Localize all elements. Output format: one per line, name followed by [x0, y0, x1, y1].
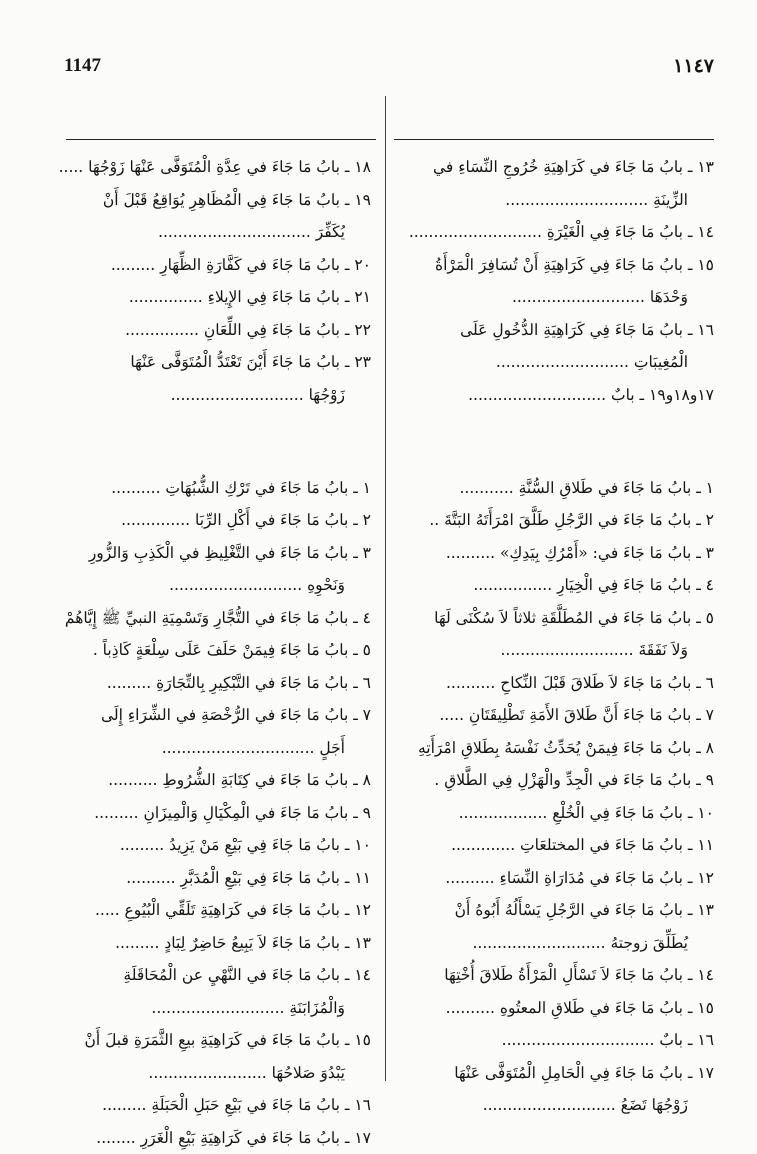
toc-entry: ١٠ ـ بابُ مَا جَاءَ فِي بَيْعِ مَنْ يَزِيدُ .........	[90, 829, 371, 862]
toc-entry-continuation: يُطَلِّقَ زوجتهُ ...........................	[420, 927, 714, 960]
toc-entry: ٢ ـ بابُ مَا جَاءَ في أَكْلِ الرِّبَا ..............	[90, 504, 371, 537]
toc-entry: ٣ ـ بابُ مَا جَاءَ في: «أَمْرُكِ بِيَدِكِ» ..........	[420, 537, 714, 570]
toc-column-left	[90, 151, 371, 1154]
toc-entry: ١٧ ـ بابُ مَا جَاءَ في كَرَاهِيَةِ بَيْعِ الْغَرَرِ ........	[90, 1122, 371, 1154]
toc-entry: ٢١ ـ بابُ مَا جَاءَ فِي الإِيلاءِ ...............	[90, 281, 371, 314]
toc-entry: ١٤ ـ بابُ مَا جَاءَ في النَّهْيِ عن الْمُحَاقَلَةِ	[90, 959, 371, 992]
toc-entry: ٨ ـ بابُ مَا جَاءَ في كِتَابَةِ الشُّرُوطِ ..........	[90, 764, 371, 797]
toc-entry: ١ ـ بابُ مَا جَاءَ في تَرْكِ الشُّبُهَاتِ ..........	[90, 472, 371, 505]
toc-entry: ١٢ ـ بابُ مَا جَاءَ في كَرَاهِيَةِ تَلَقِّي الْبُيُوعِ .....	[90, 894, 371, 927]
toc-entry-continuation: أَجَلٍ ...............................	[90, 732, 371, 765]
toc-entry-continuation: زَوْجُهَا ...........................	[90, 379, 371, 412]
toc-entry: ٢٢ ـ بابُ مَا جَاءَ فِي اللِّعَانِ ...............	[90, 314, 371, 347]
toc-entry: ٨ ـ بابُ مَا جَاءَ فِيمَنْ يُحَدِّثُ نَفْسَهُ بِطَلاقِ امْرَأَتِهِ	[420, 732, 714, 765]
toc-entry: ١١ ـ بابُ مَا جَاءَ في المختلعَاتِ .............	[420, 829, 714, 862]
toc-entry: ٦ ـ بابُ مَا جَاءَ في التَّبْكِيرِ بِالتِّجَارَةِ .........	[90, 667, 371, 700]
toc-entry: ١٦ ـ بابُ مَا جَاءَ فِي كَرَاهِيَةِ الدُّخُولِ عَلَى	[420, 314, 714, 347]
section-gap	[420, 411, 714, 444]
toc-entry-continuation: يَبْدُوَ صَلاحُهَا ........................	[90, 1057, 371, 1090]
toc-entry: ٧ ـ بابُ مَا جَاءَ في الرُّخْصَةِ في الشِّرَاءِ إِلَى	[90, 699, 371, 732]
toc-entry: ١٣ ـ بابُ مَا جَاءَ في الرَّجُلِ يَسْأَلُهُ أَبُوهُ أَنْ	[420, 894, 714, 927]
toc-entry: ٣ ـ بابُ مَا جَاءَ في التَّغْلِيظِ في الْكَذِبِ وَالزُّورِ	[90, 537, 371, 570]
section-gap	[90, 444, 371, 472]
toc-entry-continuation: زَوْجُهَا تَضَعُ ...........................	[420, 1089, 714, 1122]
toc-entry-continuation: وَنَحْوِهِ ...........................	[90, 569, 371, 602]
column-divider	[385, 96, 386, 1081]
page-number-arabic: ١١٤٧	[634, 55, 714, 77]
toc-entry: ١٧ ـ بابُ مَا جَاءَ فِي الْحَامِلِ الْمُتَوَفَّى عَنْهَا	[420, 1057, 714, 1090]
toc-entry: ٥ ـ بابُ مَا جَاءَ فِيمَنْ حَلَفَ عَلَى سِلْعَةٍ كَاذِباً .	[90, 634, 371, 667]
toc-entry: ٤ ـ بابُ مَا جَاءَ في التُّجَّارِ وَتَسْمِيَةِ النبيِّ ﷺ إِيَّاهُمْ	[90, 602, 371, 635]
column-header-rule-right	[394, 139, 714, 140]
toc-entry: ١٣ ـ بابُ مَا جَاءَ في كَرَاهِيَةِ خُرُوجِ النِّسَاءِ في	[420, 151, 714, 184]
toc-entry: ١ ـ بابُ مَا جَاءَ في طَلاقِ السُّنَّةِ ...........	[420, 472, 714, 505]
toc-entry-continuation: وَلاَ نَفَقَةَ ...........................	[420, 634, 714, 667]
toc-entry-continuation: وَالْمُزَابَنَةِ ...........................	[90, 992, 371, 1025]
toc-entry-continuation: يُكَفِّرَ ...............................	[90, 216, 371, 249]
section-gap	[90, 411, 371, 444]
toc-entry-continuation: الْمُغِيبَاتِ ...........................	[420, 346, 714, 379]
toc-entry: ١٦ ـ بابٌ ...............................	[420, 1024, 714, 1057]
toc-entry: ١٤ ـ بابُ مَا جَاءَ فِي الْغَيْرَةِ ...........................	[420, 216, 714, 249]
toc-entry-continuation: الزِّينَةِ .............................	[420, 184, 714, 217]
toc-entry: ١٥ ـ بابُ مَا جَاءَ في طَلاقِ المعتُوهِ ..........	[420, 992, 714, 1025]
toc-entry: ٤ ـ بابُ مَا جَاءَ فِي الْخِيَارِ ................	[420, 569, 714, 602]
toc-entry: ١٥ ـ بابُ مَا جَاءَ في كَرَاهِيَةِ بيعِ الثَّمَرَةِ قبلَ أَنْ	[90, 1024, 371, 1057]
toc-entry: ١٩ ـ بابُ مَا جَاءَ فِي الْمُظَاهِرِ يُوَاقِعُ قَبْلَ أَنْ	[90, 184, 371, 217]
toc-entry: ١٢ ـ بابُ مَا جَاءَ في مُدَارَاةِ النِّسَاءِ ..........	[420, 862, 714, 895]
toc-entry: ١٣ ـ بابُ مَا جَاءَ لاَ يَبِيعُ حَاضِرٌ لِبَادٍ .........	[90, 927, 371, 960]
toc-entry: ١٥ ـ بابُ مَا جَاءَ فِي كَرَاهِيَةِ أَنْ تُسَافِرَ الْمَرْأَةُ	[420, 249, 714, 282]
toc-entry: ١٨ ـ بابُ مَا جَاءَ في عِدَّةِ الْمُتَوَفَّى عَنْهَا زَوْجُهَا .....	[90, 151, 371, 184]
section-gap	[420, 444, 714, 472]
page-number-latin: 1147	[64, 55, 101, 77]
toc-entry: ٢٠ ـ بابُ مَا جَاءَ في كَفَّارَةِ الظِّهَارِ .........	[90, 249, 371, 282]
toc-entry: ٢ ـ بابُ مَا جَاءَ في الرَّجُلِ طَلَّقَ امْرَأَتَهُ البَتَّةَ ..	[420, 504, 714, 537]
toc-column-right	[420, 151, 714, 1122]
toc-entry: ١١ ـ بابُ مَا جَاءَ فِي بَيْعِ الْمُدَبَّرِ ..........	[90, 862, 371, 895]
toc-entry: ١٦ ـ بابُ مَا جَاءَ في بَيْعِ حَبَلِ الْحَبَلَةِ .........	[90, 1089, 371, 1122]
toc-entry: ٢٣ ـ بابُ مَا جَاءَ أَيْنَ تَعْتَدُّ الْمُتَوَفَّى عَنْهَا	[90, 346, 371, 379]
toc-entry: ١٤ ـ بابُ مَا جَاءَ لاَ تَسْأَلِ الْمَرْأَةُ طَلاقَ أُخْتِهَا	[420, 959, 714, 992]
toc-entry: ٥ ـ بابُ مَا جَاءَ في المُطَلَّقَةِ ثلاثاً لاَ سُكْنَى لَهَا	[420, 602, 714, 635]
toc-entry: ٩ ـ بابُ مَا جَاءَ في الْجِدِّ والْهَزْلِ فِي الطَّلاقِ .	[420, 764, 714, 797]
column-header-rule-left	[66, 139, 376, 140]
toc-entry-continuation: وَحْدَهَا ...........................	[420, 281, 714, 314]
toc-entry: ١٠ ـ بابُ مَا جَاءَ فِي الْخُلْعِ ..................	[420, 797, 714, 830]
toc-entry: ١٧و١٨و١٩ ـ بابٌ ............................	[420, 379, 714, 412]
toc-entry: ٧ ـ بابُ مَا جَاءَ أَنَّ طَلاقَ الأَمَةِ تَطْلِيقَتَانِ .....	[420, 699, 714, 732]
toc-entry: ٦ ـ بابُ مَا جَاءَ لاَ طَلاقَ قَبْلَ النِّكاحِ ..........	[420, 667, 714, 700]
toc-entry: ٩ ـ بابُ مَا جَاءَ في الْمِكْيَالِ وَالْمِيزَانِ .........	[90, 797, 371, 830]
